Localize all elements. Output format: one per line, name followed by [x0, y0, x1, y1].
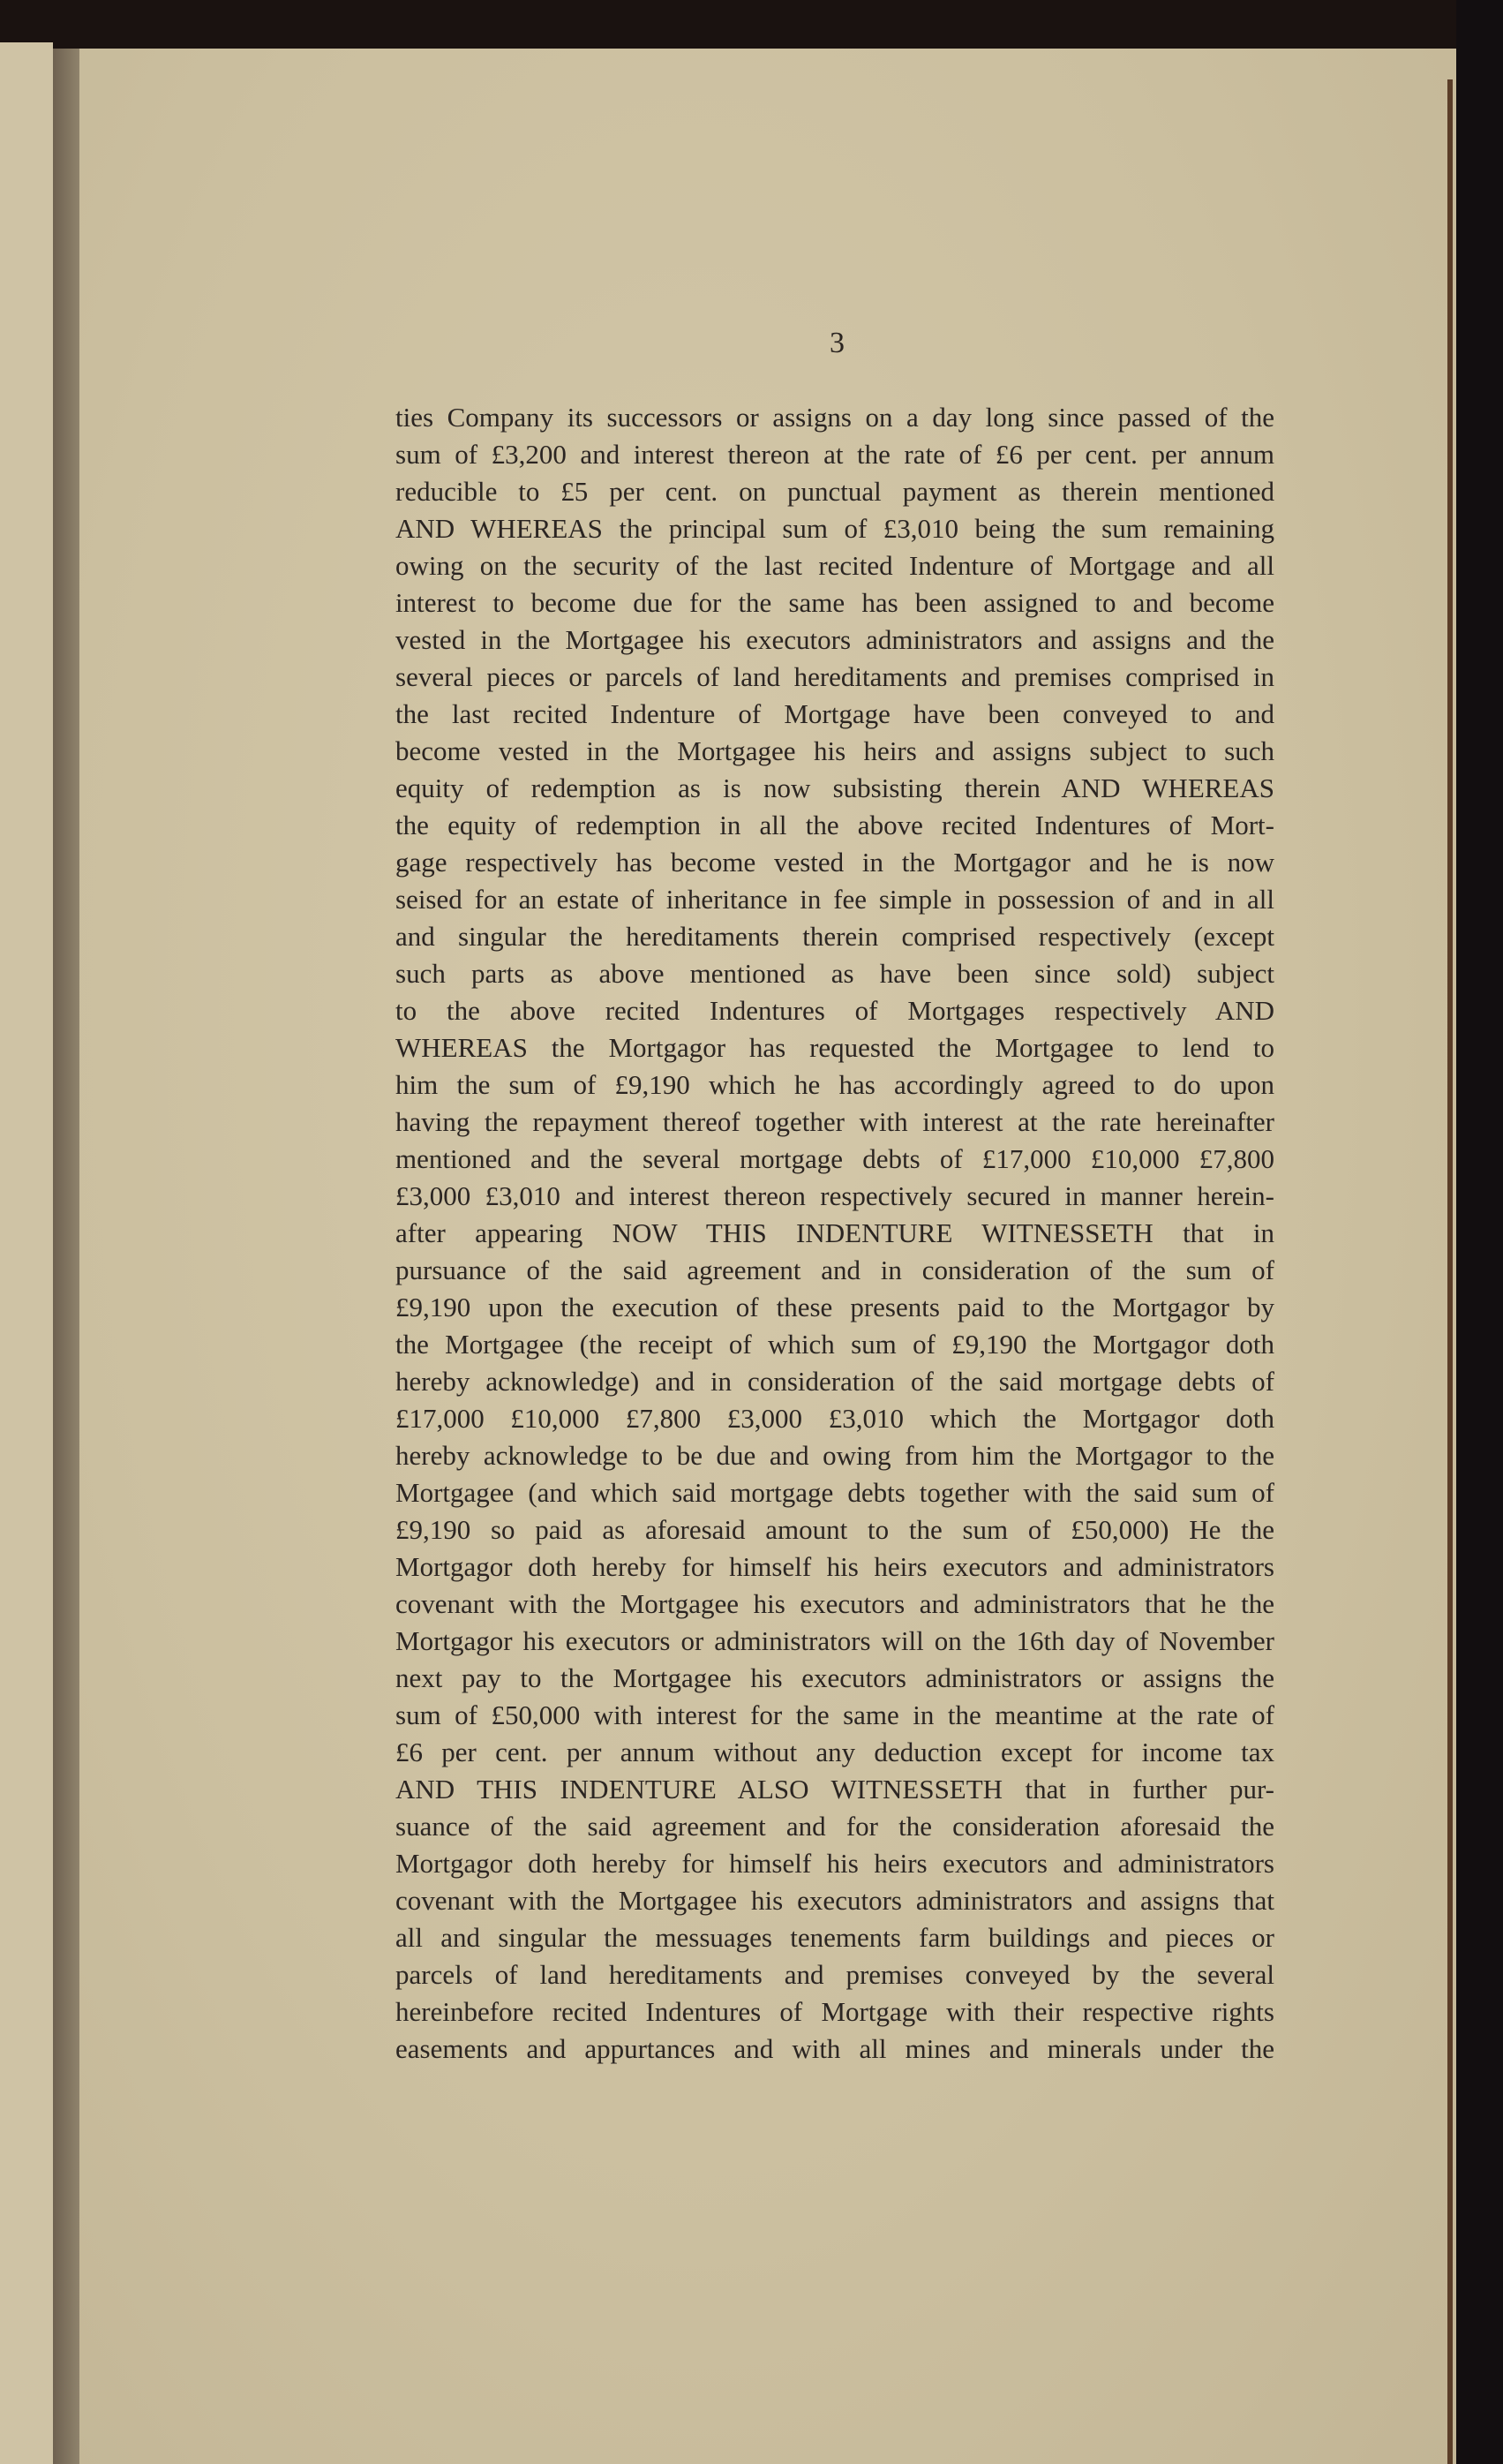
text-line: pursuance of the said agreement and in consideration of the sum of — [395, 1255, 1274, 1285]
text-line: sum of £50,000 with interest for the same in the meantime at the rate of — [395, 1699, 1274, 1730]
text-line: Mortgagor his executors or administrators will on the 16th day of November — [395, 1625, 1274, 1656]
text-line: to the above recited Indentures of Mortgages respectively AND — [395, 995, 1274, 1026]
book-cover-right — [1456, 0, 1503, 2464]
text-line: several pieces or parcels of land hereditaments and premises comprised in — [395, 661, 1274, 692]
text-line: parcels of land hereditaments and premises conveyed by the several — [395, 1959, 1274, 1990]
text-line: hereby acknowledge to be due and owing from him the Mortgagor to the — [395, 1440, 1274, 1471]
text-line: mentioned and the several mortgage debts of £17,000 £10,000 £7,800 — [395, 1143, 1274, 1174]
text-line: next pay to the Mortgagee his executors administrators or assigns the — [395, 1662, 1274, 1693]
text-line: suance of the said agreement and for the consideration aforesaid the — [395, 1811, 1274, 1842]
text-line: reducible to £5 per cent. on punctual payment as therein mentioned — [395, 476, 1274, 507]
text-line: AND WHEREAS the principal sum of £3,010 being the sum remaining — [395, 513, 1274, 544]
text-line: gage respectively has become vested in the Mortgagor and he is now — [395, 847, 1274, 878]
text-line: owing on the security of the last recited Indenture of Mortgage and all — [395, 550, 1274, 581]
text-line: AND THIS INDENTURE ALSO WITNESSETH that in further pur- — [395, 1774, 1274, 1805]
text-line: him the sum of £9,190 which he has accordingly agreed to do upon — [395, 1069, 1274, 1100]
text-line: the last recited Indenture of Mortgage have been conveyed to and — [395, 698, 1274, 729]
text-line: £6 per cent. per annum without any deduction except for income tax — [395, 1737, 1274, 1767]
text-line: after appearing NOW THIS INDENTURE WITNESSETH that in — [395, 1217, 1274, 1248]
text-line: sum of £3,200 and interest thereon at the rate of £6 per cent. per annum — [395, 439, 1274, 470]
body-text — [395, 399, 1274, 2068]
text-line: hereinbefore recited Indentures of Mortgage with their respective rights — [395, 1996, 1274, 2027]
text-line: the Mortgagee (the receipt of which sum of £9,190 the Mortgagor doth — [395, 1329, 1274, 1360]
text-line: seised for an estate of inheritance in fee simple in possession of and in all — [395, 884, 1274, 915]
text-line: Mortgagor doth hereby for himself his heirs executors and administrators — [395, 1848, 1274, 1879]
book-gutter-shadow — [53, 49, 79, 2464]
text-line: hereby acknowledge) and in consideration of the said mortgage debts of — [395, 1366, 1274, 1397]
text-line: and singular the hereditaments therein comprised respectively (except — [395, 921, 1274, 952]
page-edge — [1447, 79, 1453, 2464]
page-number: 3 — [830, 327, 845, 359]
text-line: equity of redemption as is now subsisting therein AND WHEREAS — [395, 772, 1274, 803]
text-line: all and singular the messuages tenements farm buildings and pieces or — [395, 1922, 1274, 1953]
left-page-edge — [0, 42, 53, 2464]
text-line: £9,190 so paid as aforesaid amount to the sum of £50,000) He the — [395, 1514, 1274, 1545]
text-line: covenant with the Mortgagee his executors and administrators that he the — [395, 1588, 1274, 1619]
text-line: vested in the Mortgagee his executors administrators and assigns and the — [395, 624, 1274, 655]
text-line: Mortgagee (and which said mortgage debts together with the said sum of — [395, 1477, 1274, 1508]
text-line: £3,000 £3,010 and interest thereon respectively secured in manner herein- — [395, 1180, 1274, 1211]
text-line: £9,190 upon the execution of these presents paid to the Mortgagor by — [395, 1292, 1274, 1322]
text-line: £17,000 £10,000 £7,800 £3,000 £3,010 which the Mortgagor doth — [395, 1403, 1274, 1434]
text-line: WHEREAS the Mortgagor has requested the Mortgagee to lend to — [395, 1032, 1274, 1063]
text-line: Mortgagor doth hereby for himself his heirs executors and administrators — [395, 1551, 1274, 1582]
text-line: ties Company its successors or assigns on a day long since passed of the — [395, 402, 1274, 433]
book-cover-top — [0, 0, 1503, 49]
text-line: interest to become due for the same has been assigned to and become — [395, 587, 1274, 618]
text-line: the equity of redemption in all the above recited Indentures of Mort- — [395, 810, 1274, 840]
text-line: covenant with the Mortgagee his executors administrators and assigns that — [395, 1885, 1274, 1916]
text-line: having the repayment thereof together with interest at the rate hereinafter — [395, 1106, 1274, 1137]
text-line: easements and appurtances and with all mines and minerals under the — [395, 2033, 1274, 2064]
text-line: such parts as above mentioned as have been since sold) subject — [395, 958, 1274, 989]
text-line: become vested in the Mortgagee his heirs and assigns subject to such — [395, 735, 1274, 766]
